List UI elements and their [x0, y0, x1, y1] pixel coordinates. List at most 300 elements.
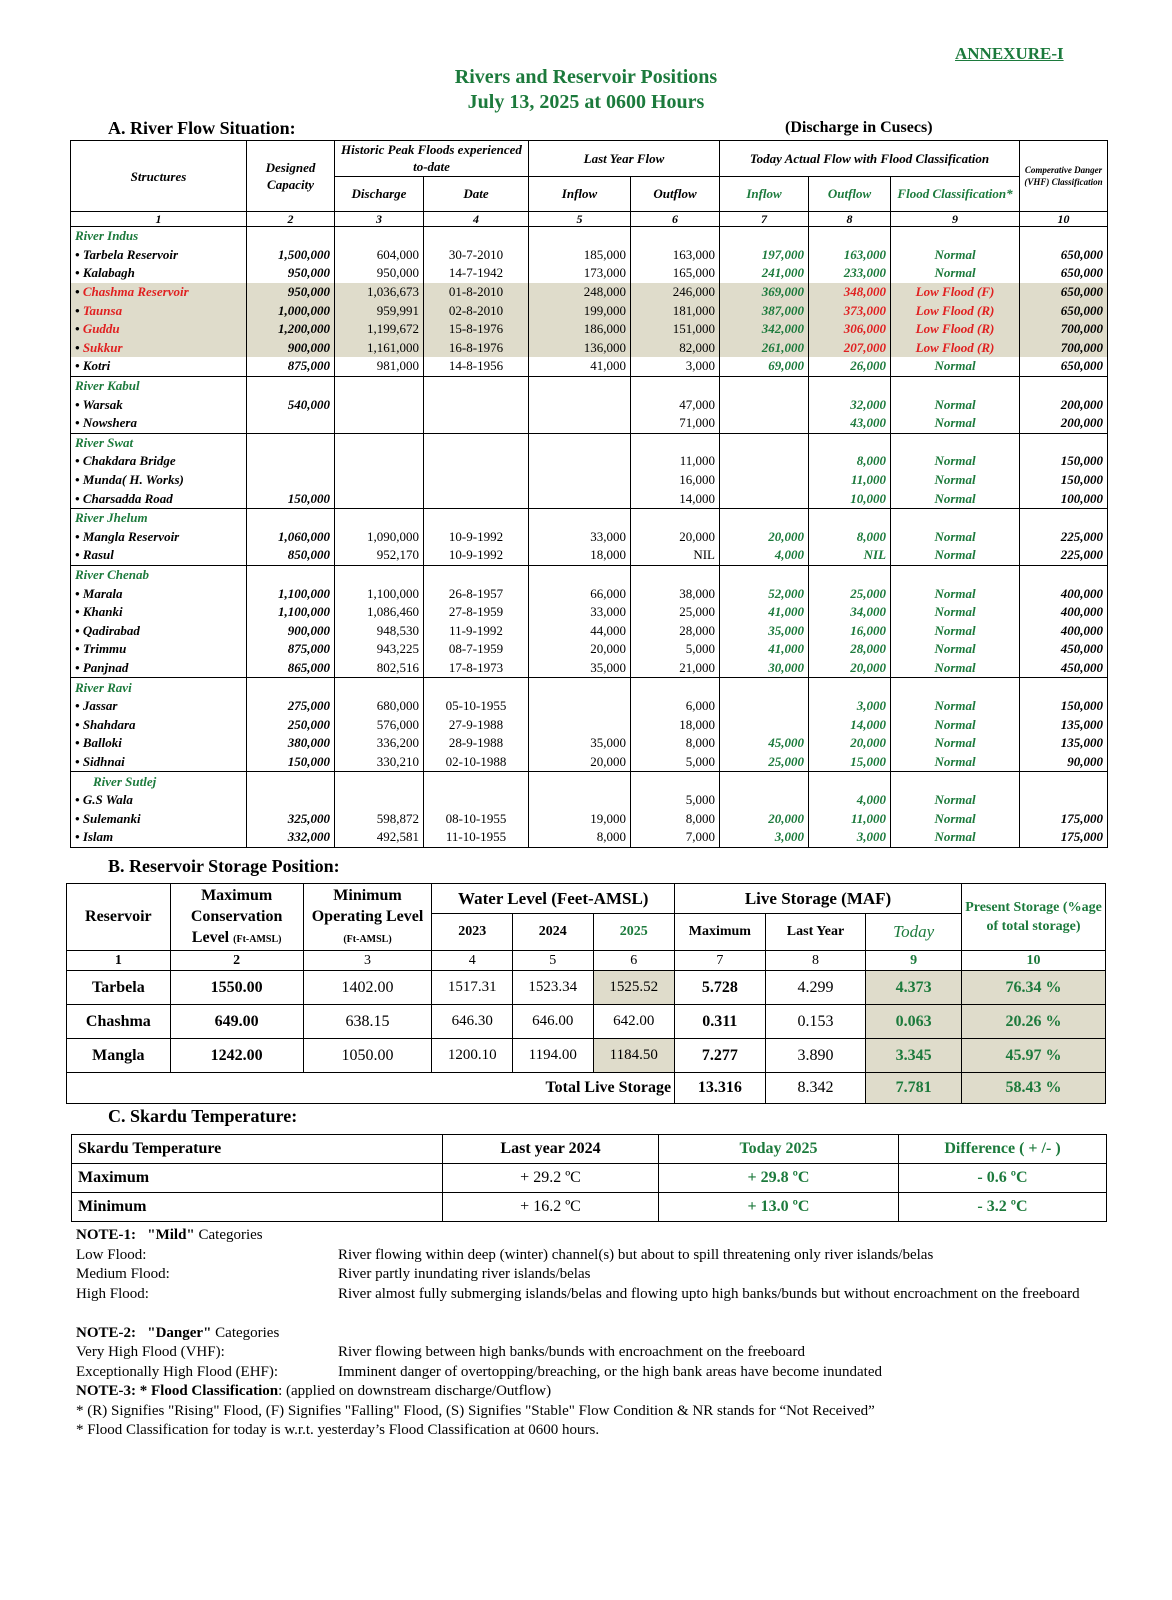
empty-cell	[720, 678, 809, 697]
today-inflow: 20,000	[720, 809, 809, 828]
historic-date: 10-9-1992	[424, 528, 529, 547]
today-outflow: 16,000	[809, 621, 891, 640]
designed-capacity: 250,000	[247, 715, 335, 734]
historic-date: 02-8-2010	[424, 301, 529, 320]
last-year-outflow: 28,000	[631, 621, 720, 640]
col-date: Date	[424, 176, 529, 212]
today-outflow: 25,000	[809, 584, 891, 603]
note2-heading: NOTE-2: "Danger" Categories	[76, 1324, 280, 1341]
last-year-inflow: 33,000	[529, 528, 631, 547]
structure-name	[71, 264, 247, 283]
empty-cell	[529, 433, 631, 452]
structure-label: Mangla Reservoir	[82, 528, 180, 544]
structure-name	[71, 320, 247, 339]
temperature-difference: - 3.2 ºC	[899, 1193, 1107, 1222]
today-inflow: 45,000	[720, 734, 809, 753]
last-year-outflow: 20,000	[631, 528, 720, 547]
last-year-inflow: 33,000	[529, 603, 631, 622]
structure-label: Kalabagh	[82, 265, 135, 281]
historic-date: 11-10-1955	[424, 828, 529, 847]
designed-capacity: 332,000	[247, 828, 335, 847]
today-inflow: 41,000	[720, 640, 809, 659]
structure-label: Chakdara Bridge	[82, 453, 176, 469]
col-ly-outflow: Outflow	[631, 176, 720, 212]
table-row	[71, 246, 1108, 265]
empty-cell	[335, 376, 424, 395]
today-inflow	[720, 715, 809, 734]
empty-cell	[247, 565, 335, 584]
bullet: •	[75, 472, 83, 488]
water-level-2025: 1525.52	[593, 971, 675, 1005]
col-number: 2	[247, 212, 335, 227]
today-outflow: 34,000	[809, 603, 891, 622]
flood-classification: Normal	[891, 264, 1020, 283]
structure-label: Rasul	[82, 547, 114, 563]
b-col-water-level: Water Level (Feet-AMSL)	[432, 884, 675, 914]
last-year-outflow: 21,000	[631, 659, 720, 678]
flood-classification: Low Flood (R)	[891, 320, 1020, 339]
structure-name	[71, 603, 247, 622]
vhf-classification: 400,000	[1020, 621, 1108, 640]
empty-cell	[424, 565, 529, 584]
designed-capacity: 325,000	[247, 809, 335, 828]
river-name: River Ravi	[71, 678, 247, 697]
historic-discharge: 959,991	[335, 301, 424, 320]
today-outflow: 20,000	[809, 734, 891, 753]
col-number: 4	[432, 951, 513, 971]
col-number: 9	[891, 212, 1020, 227]
bullet: •	[75, 585, 83, 601]
vhf-classification: 650,000	[1020, 264, 1108, 283]
empty-cell	[1020, 565, 1108, 584]
historic-date	[424, 489, 529, 508]
empty-cell	[809, 376, 891, 395]
col-number: 1	[67, 951, 171, 971]
today-inflow	[720, 395, 809, 414]
last-year-outflow: 82,000	[631, 339, 720, 358]
historic-discharge: 981,000	[335, 357, 424, 376]
flood-classification: Low Flood (F)	[891, 283, 1020, 302]
note3-line2: * Flood Classification for today is w.r.t. yesterday’s Flood Classification at 0600 hours.	[76, 1422, 600, 1438]
vhf-classification: 450,000	[1020, 640, 1108, 659]
last-year-outflow: 5,000	[631, 753, 720, 772]
empty-cell	[424, 678, 529, 697]
last-year-inflow: 35,000	[529, 659, 631, 678]
discharge-unit-note: (Discharge in Cusecs)	[785, 119, 933, 136]
designed-capacity: 900,000	[247, 621, 335, 640]
empty-cell	[335, 772, 424, 791]
river-group-row	[71, 376, 1108, 395]
structure-name	[71, 640, 247, 659]
today-outflow: 14,000	[809, 715, 891, 734]
structure-label: G.S Wala	[82, 792, 133, 808]
today-outflow: 207,000	[809, 339, 891, 358]
today-inflow: 241,000	[720, 264, 809, 283]
river-name: River Chenab	[71, 565, 247, 584]
last-year-inflow: 173,000	[529, 264, 631, 283]
bullet: •	[75, 490, 83, 506]
today-outflow: 306,000	[809, 320, 891, 339]
last-year-outflow: 5,000	[631, 640, 720, 659]
max-conservation-level: 1242.00	[170, 1039, 303, 1073]
last-year-inflow	[529, 471, 631, 490]
river-group-row	[71, 433, 1108, 452]
col-number: 8	[809, 212, 891, 227]
min-operating-level: 1402.00	[303, 971, 432, 1005]
b-col-reservoir: Reservoir	[67, 884, 171, 951]
table-row	[71, 283, 1108, 302]
structure-name	[71, 734, 247, 753]
structure-label: Chashma Reservoir	[82, 284, 189, 300]
reservoir-name: Chashma	[67, 1005, 171, 1039]
bullet: •	[75, 453, 83, 469]
today-outflow: 348,000	[809, 283, 891, 302]
col-flood-class: Flood Classification*	[891, 176, 1020, 212]
river-group-row	[71, 565, 1108, 584]
today-outflow: 20,000	[809, 659, 891, 678]
structure-label: Sukkur	[82, 339, 123, 355]
bullet: •	[75, 358, 83, 374]
vhf-classification: 400,000	[1020, 603, 1108, 622]
min-operating-level: 1050.00	[303, 1039, 432, 1073]
designed-capacity: 150,000	[247, 489, 335, 508]
today-outflow: 4,000	[809, 791, 891, 810]
empty-cell	[1020, 772, 1108, 791]
empty-cell	[529, 376, 631, 395]
designed-capacity	[247, 791, 335, 810]
col-number: 4	[424, 212, 529, 227]
medium-flood-label: Medium Flood:	[76, 1266, 170, 1282]
vhf-classification: 225,000	[1020, 546, 1108, 565]
col-number: 10	[1020, 212, 1108, 227]
today-outflow: 373,000	[809, 301, 891, 320]
today-inflow	[720, 414, 809, 433]
flood-classification: Normal	[891, 603, 1020, 622]
temperature-today: + 29.8 ºC	[659, 1164, 899, 1193]
last-year-inflow	[529, 715, 631, 734]
flood-classification: Normal	[891, 828, 1020, 847]
structure-label: Kotri	[82, 358, 111, 374]
table-row	[71, 603, 1108, 622]
historic-date: 26-8-1957	[424, 584, 529, 603]
reservoir-name: Tarbela	[67, 971, 171, 1005]
today-outflow: 3,000	[809, 828, 891, 847]
empty-cell	[247, 227, 335, 246]
b-col-live-storage: Live Storage (MAF)	[675, 884, 962, 914]
table-row	[71, 546, 1108, 565]
last-year-inflow: 19,000	[529, 809, 631, 828]
vhf-classification: 225,000	[1020, 528, 1108, 547]
medium-flood-text: River partly inundating river islands/belas	[338, 1266, 591, 1282]
empty-cell	[809, 508, 891, 527]
empty-cell	[809, 565, 891, 584]
b-col-2025: 2025	[593, 914, 675, 951]
live-storage-max: 5.728	[675, 971, 766, 1005]
last-year-inflow: 136,000	[529, 339, 631, 358]
empty-cell	[529, 508, 631, 527]
reservoir-storage-table	[66, 883, 1106, 1104]
river-group-row	[71, 772, 1108, 791]
col-number: 5	[512, 951, 593, 971]
last-year-inflow	[529, 395, 631, 414]
flood-classification: Normal	[891, 546, 1020, 565]
today-inflow: 369,000	[720, 283, 809, 302]
river-flow-table	[70, 140, 1108, 848]
today-outflow: 233,000	[809, 264, 891, 283]
bullet: •	[75, 792, 83, 808]
vhf-classification: 175,000	[1020, 828, 1108, 847]
designed-capacity: 150,000	[247, 753, 335, 772]
table-row	[71, 697, 1108, 716]
historic-discharge	[335, 452, 424, 471]
bullet: •	[75, 810, 83, 826]
empty-cell	[529, 565, 631, 584]
historic-discharge	[335, 414, 424, 433]
historic-date: 14-8-1956	[424, 357, 529, 376]
structure-label: Tarbela Reservoir	[82, 246, 179, 262]
today-inflow: 52,000	[720, 584, 809, 603]
vhf-classification: 450,000	[1020, 659, 1108, 678]
historic-date: 14-7-1942	[424, 264, 529, 283]
today-outflow: 10,000	[809, 489, 891, 508]
historic-discharge: 1,090,000	[335, 528, 424, 547]
designed-capacity: 865,000	[247, 659, 335, 678]
last-year-outflow: NIL	[631, 546, 720, 565]
designed-capacity: 875,000	[247, 640, 335, 659]
reservoir-row	[67, 1039, 1106, 1073]
ehf-text: Imminent danger of overtopping/breaching, or the high bank areas have become inundated	[338, 1363, 882, 1380]
table-row	[71, 339, 1108, 358]
empty-cell	[809, 772, 891, 791]
river-name: River Jhelum	[71, 508, 247, 527]
today-inflow: 197,000	[720, 246, 809, 265]
last-year-inflow	[529, 414, 631, 433]
historic-date: 15-8-1976	[424, 320, 529, 339]
empty-cell	[1020, 376, 1108, 395]
flood-classification: Normal	[891, 489, 1020, 508]
bullet: •	[75, 698, 83, 714]
structure-label: Trimmu	[82, 641, 127, 657]
vhf-classification: 650,000	[1020, 301, 1108, 320]
structure-label: Charsadda Road	[82, 490, 173, 506]
bullet: •	[75, 659, 83, 675]
today-inflow: 25,000	[720, 753, 809, 772]
b-col-maximum: Maximum	[675, 914, 766, 951]
empty-cell	[720, 508, 809, 527]
bullet: •	[75, 641, 83, 657]
flood-classification: Normal	[891, 715, 1020, 734]
total-last-year: 8.342	[765, 1073, 866, 1104]
flood-classification: Normal	[891, 753, 1020, 772]
flood-classification: Normal	[891, 528, 1020, 547]
table-row	[71, 584, 1108, 603]
structure-label: Sulemanki	[82, 810, 141, 826]
river-name: River Kabul	[71, 376, 247, 395]
designed-capacity: 900,000	[247, 339, 335, 358]
empty-cell	[809, 678, 891, 697]
empty-cell	[335, 678, 424, 697]
b-col-2024: 2024	[512, 914, 593, 951]
last-year-inflow: 20,000	[529, 753, 631, 772]
historic-date: 16-8-1976	[424, 339, 529, 358]
vhf-text: River flowing between high banks/bunds with encroachment on the freeboard	[338, 1344, 805, 1360]
empty-cell	[424, 433, 529, 452]
annexure-label: ANNEXURE-I	[955, 44, 1064, 63]
structure-name	[71, 414, 247, 433]
historic-discharge: 1,161,000	[335, 339, 424, 358]
last-year-outflow: 163,000	[631, 246, 720, 265]
designed-capacity	[247, 471, 335, 490]
col-number: 7	[675, 951, 766, 971]
structure-name	[71, 828, 247, 847]
historic-discharge: 492,581	[335, 828, 424, 847]
empty-cell	[424, 227, 529, 246]
vhf-classification: 150,000	[1020, 697, 1108, 716]
vhf-classification: 200,000	[1020, 395, 1108, 414]
river-group-row	[71, 678, 1108, 697]
vhf-label: Very High Flood (VHF):	[76, 1344, 225, 1360]
structure-label: Nowshera	[82, 415, 137, 431]
col-number: 3	[335, 212, 424, 227]
today-outflow: 8,000	[809, 452, 891, 471]
col-today: Today Actual Flow with Flood Classification	[720, 141, 1020, 177]
empty-cell	[809, 227, 891, 246]
historic-date	[424, 452, 529, 471]
live-storage-last-year: 4.299	[765, 971, 866, 1005]
table-row	[71, 264, 1108, 283]
flood-classification: Normal	[891, 357, 1020, 376]
last-year-outflow: 16,000	[631, 471, 720, 490]
last-year-outflow: 7,000	[631, 828, 720, 847]
last-year-outflow: 71,000	[631, 414, 720, 433]
empty-cell	[424, 772, 529, 791]
historic-discharge: 1,036,673	[335, 283, 424, 302]
col-designed-capacity: Designed Capacity	[247, 141, 335, 212]
vhf-classification: 200,000	[1020, 414, 1108, 433]
structure-label: Khanki	[82, 604, 123, 620]
today-outflow: 163,000	[809, 246, 891, 265]
vhf-classification: 100,000	[1020, 489, 1108, 508]
last-year-outflow: 47,000	[631, 395, 720, 414]
reservoir-name: Mangla	[67, 1039, 171, 1073]
historic-date: 02-10-1988	[424, 753, 529, 772]
historic-date: 17-8-1973	[424, 659, 529, 678]
historic-date: 05-10-1955	[424, 697, 529, 716]
table-row	[71, 357, 1108, 376]
flood-classification: Low Flood (R)	[891, 301, 1020, 320]
total-today: 7.781	[866, 1073, 962, 1104]
vhf-classification: 650,000	[1020, 283, 1108, 302]
b-col-2023: 2023	[432, 914, 513, 951]
empty-cell	[335, 508, 424, 527]
table-row	[71, 621, 1108, 640]
water-level-2023: 1517.31	[432, 971, 513, 1005]
low-flood-label: Low Flood:	[76, 1246, 147, 1263]
water-level-2024: 1194.00	[512, 1039, 593, 1073]
flood-classification: Normal	[891, 246, 1020, 265]
today-outflow: 8,000	[809, 528, 891, 547]
high-flood-text: River almost fully submerging islands/belas and flowing upto high banks/bunds but without encroachment on the freeboard	[338, 1285, 1080, 1302]
table-row	[71, 528, 1108, 547]
last-year-inflow: 44,000	[529, 621, 631, 640]
today-outflow: 26,000	[809, 357, 891, 376]
empty-cell	[631, 565, 720, 584]
bullet: •	[75, 753, 83, 769]
last-year-outflow: 25,000	[631, 603, 720, 622]
flood-classification: Normal	[891, 471, 1020, 490]
total-pct: 58.43 %	[961, 1073, 1105, 1104]
empty-cell	[631, 678, 720, 697]
designed-capacity: 1,000,000	[247, 301, 335, 320]
last-year-outflow: 246,000	[631, 283, 720, 302]
last-year-inflow	[529, 697, 631, 716]
structure-name	[71, 301, 247, 320]
today-inflow: 30,000	[720, 659, 809, 678]
last-year-outflow: 6,000	[631, 697, 720, 716]
high-flood-label: High Flood:	[76, 1285, 149, 1302]
empty-cell	[631, 772, 720, 791]
structure-name	[71, 621, 247, 640]
c-col-today: Today 2025	[659, 1135, 899, 1164]
river-name: River Swat	[71, 433, 247, 452]
section-a-heading: A. River Flow Situation:	[108, 118, 296, 138]
structure-name	[71, 283, 247, 302]
reservoir-row	[67, 971, 1106, 1005]
today-outflow: 32,000	[809, 395, 891, 414]
vhf-classification: 150,000	[1020, 452, 1108, 471]
table-row	[71, 489, 1108, 508]
max-conservation-level: 1550.00	[170, 971, 303, 1005]
water-level-2025: 642.00	[593, 1005, 675, 1039]
table-row	[71, 395, 1108, 414]
empty-cell	[529, 678, 631, 697]
historic-discharge	[335, 471, 424, 490]
empty-cell	[631, 508, 720, 527]
table-row	[71, 828, 1108, 847]
vhf-classification: 175,000	[1020, 809, 1108, 828]
historic-date: 08-10-1955	[424, 809, 529, 828]
total-live-storage-label: Total Live Storage	[67, 1073, 675, 1104]
temperature-today: + 13.0 ºC	[659, 1193, 899, 1222]
col-number: 8	[765, 951, 866, 971]
last-year-outflow: 151,000	[631, 320, 720, 339]
last-year-inflow	[529, 791, 631, 810]
today-outflow: 15,000	[809, 753, 891, 772]
today-inflow: 387,000	[720, 301, 809, 320]
last-year-inflow	[529, 489, 631, 508]
structure-label: Guddu	[82, 321, 120, 337]
structure-name	[71, 584, 247, 603]
today-inflow: 261,000	[720, 339, 809, 358]
flood-classification: Normal	[891, 659, 1020, 678]
today-inflow: 4,000	[720, 546, 809, 565]
col-historic: Historic Peak Floods experienced to-date	[335, 141, 529, 177]
bullet: •	[75, 829, 83, 845]
empty-cell	[891, 508, 1020, 527]
structure-name	[71, 528, 247, 547]
historic-discharge: 330,210	[335, 753, 424, 772]
empty-cell	[247, 433, 335, 452]
flood-classification: Normal	[891, 640, 1020, 659]
structure-name	[71, 715, 247, 734]
structure-name	[71, 395, 247, 414]
section-b-heading: B. Reservoir Storage Position:	[108, 856, 340, 876]
col-number: 3	[303, 951, 432, 971]
designed-capacity: 875,000	[247, 357, 335, 376]
last-year-inflow: 20,000	[529, 640, 631, 659]
live-storage-last-year: 0.153	[765, 1005, 866, 1039]
max-conservation-level: 649.00	[170, 1005, 303, 1039]
